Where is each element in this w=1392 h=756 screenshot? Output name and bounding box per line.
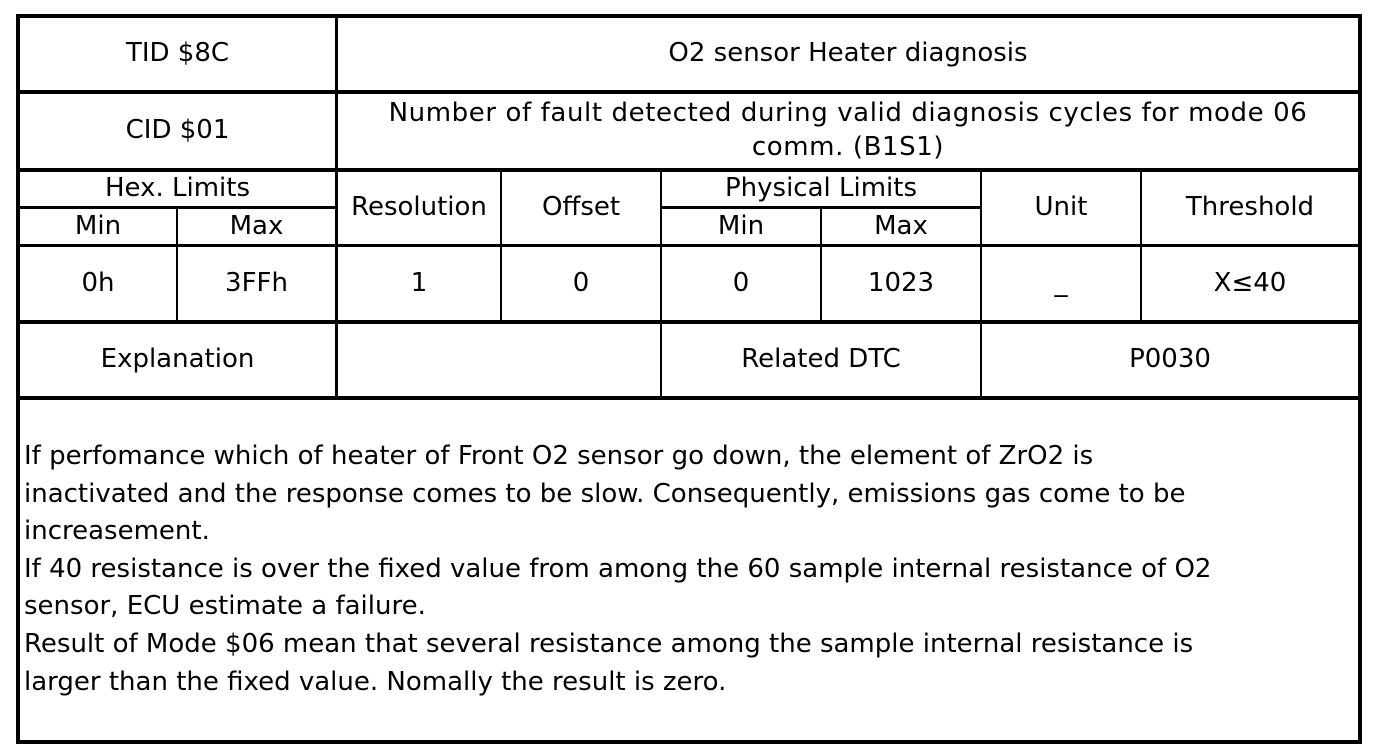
tid-label: TID $8C [125, 38, 230, 69]
explanation-line: inactivated and the response comes to be slow. Consequently, emissions gas come to be [24, 478, 1186, 509]
hex-max-value: 3FFh [225, 267, 288, 298]
threshold-value: X≤40 [1213, 267, 1287, 298]
hex-limits-header: Hex. Limits [104, 173, 250, 204]
explanation-value [338, 324, 660, 396]
threshold-header: Threshold [1185, 192, 1315, 223]
physical-min-header: Min [717, 210, 765, 241]
row-divider [16, 396, 1362, 400]
explanation-text [24, 438, 1344, 701]
unit-header: Unit [1034, 192, 1088, 223]
unit-value: _ [1054, 267, 1068, 298]
tid-description: O2 sensor Heater diagnosis [668, 38, 1028, 69]
explanation-label: Explanation [100, 344, 255, 375]
cid-description: Number of fault detected during valid diagnosis cycles for mode 06 comm. (B1S1) [388, 98, 1308, 162]
offset-value: 0 [572, 267, 590, 298]
physical-min-value: 0 [732, 267, 750, 298]
hex-min-value: 0h [81, 267, 115, 298]
offset-header: Offset [541, 192, 621, 223]
explanation-line: sensor, ECU estimate a failure. [24, 591, 426, 622]
physical-max-header: Max [874, 210, 928, 241]
explanation-line: If 40 resistance is over the fixed value from among the 60 sample internal resistance of O2 [24, 553, 1212, 584]
cid-label: CID $01 [125, 115, 230, 146]
resolution-header: Resolution [351, 192, 487, 223]
related-dtc-value: P0030 [1129, 344, 1211, 375]
related-dtc-label: Related DTC [741, 344, 901, 375]
explanation-line: larger than the fixed value. Nomally the result is zero. [24, 666, 727, 697]
explanation-line: Result of Mode $06 mean that several resistance among the sample internal resistance is [24, 628, 1194, 659]
resolution-value: 1 [410, 267, 428, 298]
hex-min-header: Min [74, 210, 122, 241]
explanation-line: If perfomance which of heater of Front O2 sensor go down, the element of ZrO2 is [24, 441, 1094, 471]
explanation-line: increasement. [24, 516, 210, 547]
hex-max-header: Max [229, 210, 284, 241]
physical-limits-header: Physical Limits [724, 173, 918, 204]
physical-max-value: 1023 [867, 267, 935, 298]
